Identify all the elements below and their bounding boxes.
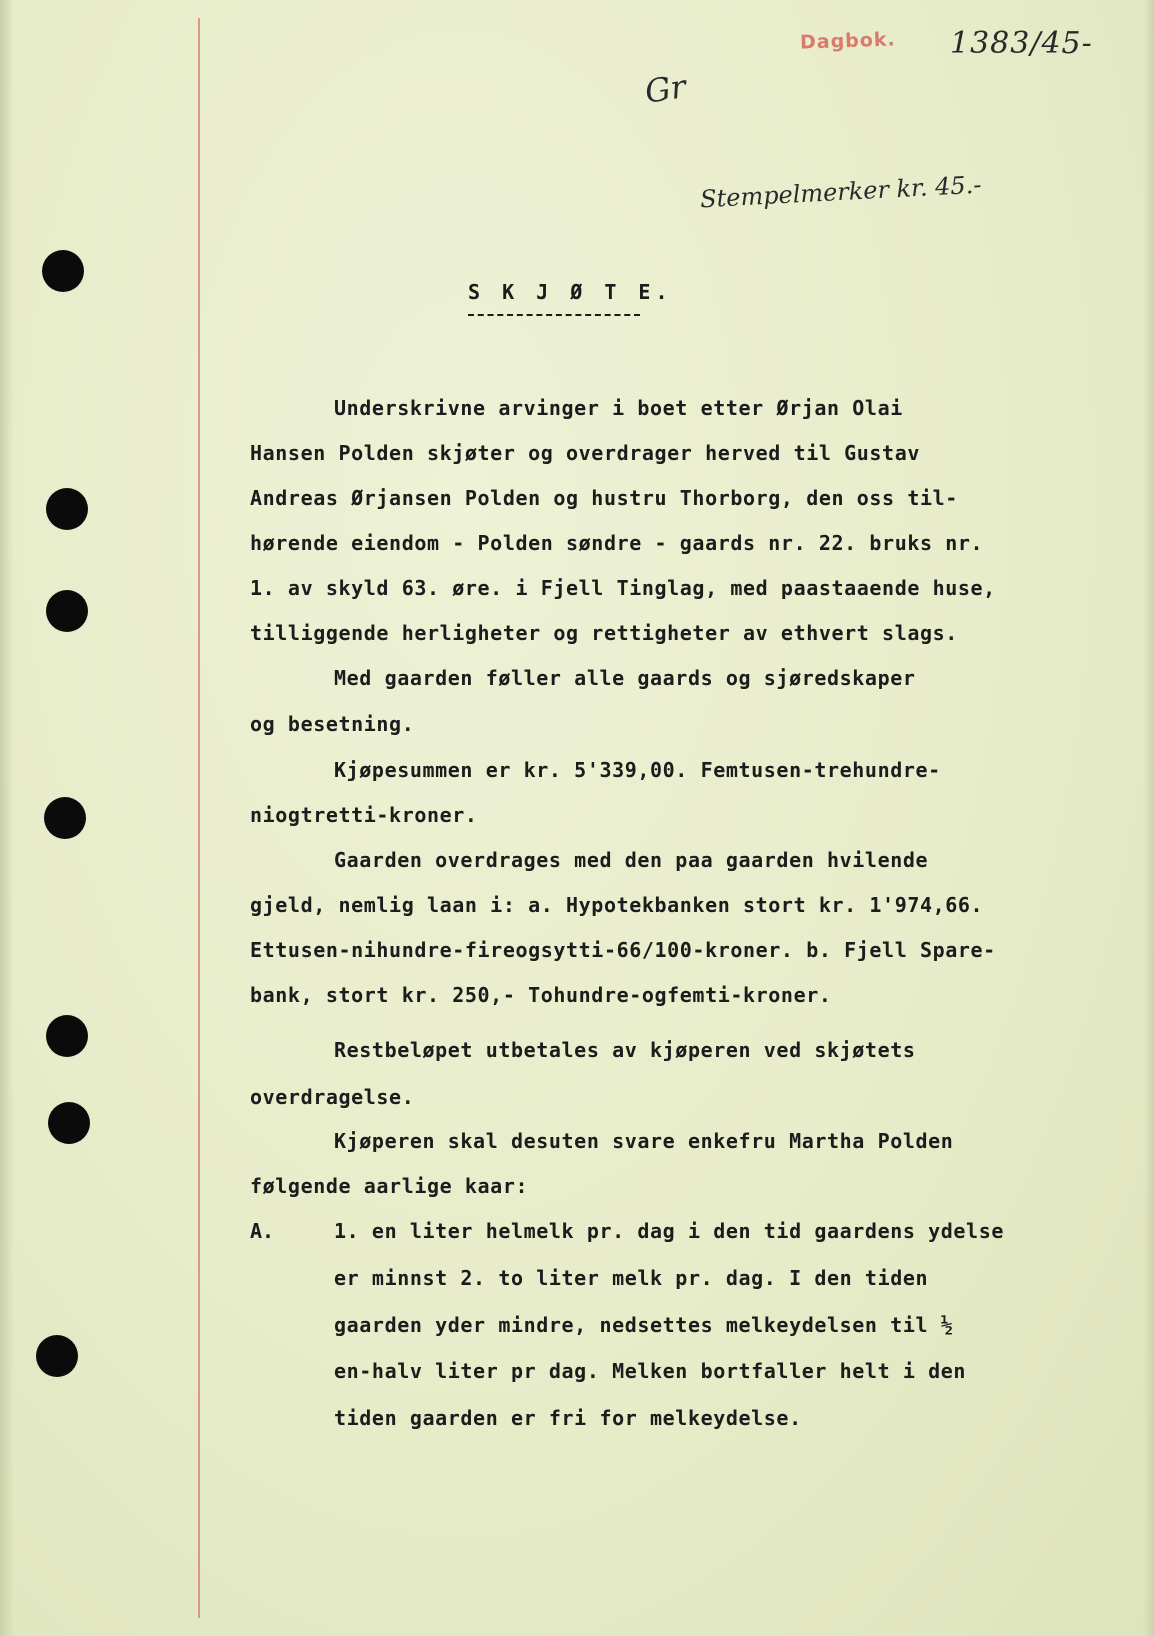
punch-hole xyxy=(46,590,88,632)
body-line: overdragelse. xyxy=(250,1085,415,1109)
list-line: gaarden yder mindre, nedsettes melkeydelsen til ½ xyxy=(334,1313,954,1337)
body-line: følgende aarlige kaar: xyxy=(250,1174,529,1198)
body-line: Ettusen-nihundre-fireogsytti-66/100-kroner. b. Fjell Spare- xyxy=(250,938,996,962)
registry-stamp: Dagbok. xyxy=(799,28,897,54)
margin-rule xyxy=(198,18,200,1618)
body-line: Andreas Ørjansen Polden og hustru Thorborg, den oss til- xyxy=(250,486,958,510)
title-underline xyxy=(468,314,640,316)
list-line: 1. en liter helmelk pr. dag i den tid gaardens ydelse xyxy=(334,1219,1004,1243)
handwritten-initials: Gr xyxy=(642,67,689,111)
punch-hole xyxy=(36,1335,78,1377)
body-line: 1. av skyld 63. øre. i Fjell Tinglag, med paastaaende huse, xyxy=(250,576,996,600)
body-line: Underskrivne arvinger i boet etter Ørjan Olai xyxy=(334,396,903,420)
punch-hole xyxy=(42,250,84,292)
body-line: bank, stort kr. 250,- Tohundre-ogfemti-kroner. xyxy=(250,983,832,1007)
punch-hole xyxy=(44,797,86,839)
page-edge-shadow-right xyxy=(1144,0,1154,1636)
page-edge-shadow-left xyxy=(0,0,14,1636)
body-line: gjeld, nemlig laan i: a. Hypotekbanken stort kr. 1'974,66. xyxy=(250,893,984,917)
punch-hole xyxy=(46,1015,88,1057)
body-line: tilliggende herligheter og rettigheter av ethvert slags. xyxy=(250,621,958,645)
body-line: hørende eiendom - Polden søndre - gaards nr. 22. bruks nr. xyxy=(250,531,984,555)
body-line: Kjøperen skal desuten svare enkefru Martha Polden xyxy=(334,1129,954,1153)
document-number: 1383/45- xyxy=(950,26,1093,61)
punch-hole xyxy=(48,1102,90,1144)
body-line: Kjøpesummen er kr. 5'339,00. Femtusen-trehundre- xyxy=(334,758,941,782)
list-line: er minnst 2. to liter melk pr. dag. I den tiden xyxy=(334,1266,929,1290)
list-line: tiden gaarden er fri for melkeydelse. xyxy=(334,1406,802,1430)
body-line: Med gaarden føller alle gaards og sjøredskaper xyxy=(334,666,916,690)
body-line: og besetning. xyxy=(250,712,415,736)
body-line: Gaarden overdrages med den paa gaarden hvilende xyxy=(334,848,929,872)
body-line: niogtretti-kroner. xyxy=(250,803,478,827)
document-title: S K J Ø T E. xyxy=(468,280,673,304)
list-line: en-halv liter pr dag. Melken bortfaller helt i den xyxy=(334,1359,967,1383)
list-marker: A. xyxy=(250,1219,275,1243)
body-line: Hansen Polden skjøter og overdrager herved til Gustav xyxy=(250,441,920,465)
stamp-duty-note: Stempelmerker kr. 45.- xyxy=(699,170,983,214)
body-line: Restbeløpet utbetales av kjøperen ved skjøtets xyxy=(334,1038,916,1062)
punch-hole xyxy=(46,488,88,530)
